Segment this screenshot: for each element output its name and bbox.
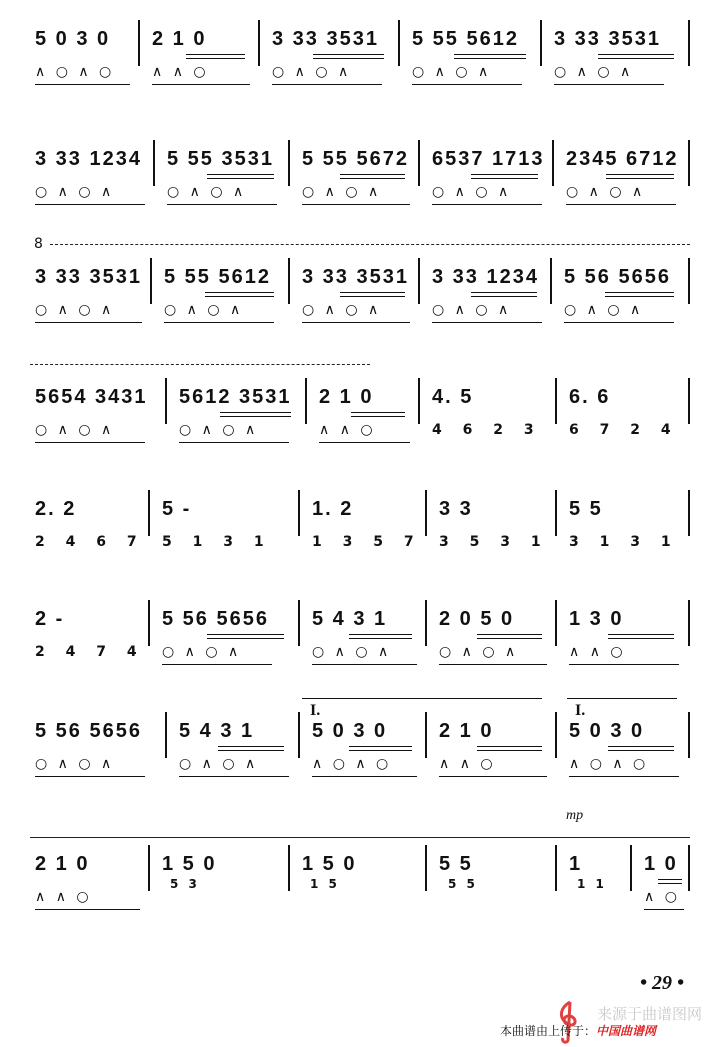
barline — [425, 490, 427, 536]
score-row — [0, 490, 720, 600]
technique-underline — [439, 776, 547, 777]
footer-note — [500, 1022, 656, 1039]
barline — [288, 258, 290, 304]
barline — [148, 845, 150, 891]
beam-underline — [454, 54, 526, 59]
technique-underline — [302, 322, 410, 323]
barline — [418, 378, 420, 424]
measure-notes: 1 5 0 — [162, 853, 217, 875]
barline — [552, 140, 554, 186]
technique-marks: 3 5 3 1 — [439, 534, 549, 550]
barline — [288, 845, 290, 891]
barline — [425, 712, 427, 758]
barline — [425, 845, 427, 891]
technique-marks: ∧ ∧ ○ — [439, 756, 496, 772]
barline — [298, 490, 300, 536]
beam-underline — [218, 746, 285, 751]
technique-marks: 2 4 7 4 — [35, 644, 145, 660]
technique-marks: ○ ∧ ○ ∧ — [35, 422, 115, 438]
technique-marks: ○ ∧ ○ ∧ — [432, 302, 512, 318]
measure-notes: 4. 5 — [432, 386, 474, 408]
measure-notes: 1 0 — [644, 853, 678, 875]
score-row — [0, 378, 720, 488]
barline — [298, 600, 300, 646]
beam-underline — [349, 746, 412, 751]
barline — [555, 712, 557, 758]
measure-notes: 2 - — [35, 608, 65, 630]
measure-notes: 5 4 3 1 — [179, 720, 255, 742]
measure-notes: 5 55 5612 — [164, 266, 271, 288]
technique-underline — [432, 204, 542, 205]
beam-underline — [608, 634, 675, 639]
score-row — [0, 236, 720, 368]
measure-notes: 2 1 0 — [319, 386, 374, 408]
technique-marks: ○ ∧ ○ ∧ — [35, 184, 115, 200]
technique-marks: 6 7 2 4 — [569, 422, 679, 438]
barline — [688, 600, 690, 646]
score-row — [0, 140, 720, 250]
measure-notes: 1 — [569, 853, 583, 875]
barline — [555, 378, 557, 424]
technique-marks: ∧ ∧ ○ — [35, 889, 92, 905]
barline — [688, 140, 690, 186]
technique-underline — [566, 204, 676, 205]
barline — [148, 490, 150, 536]
technique-marks: ∧ ∧ ○ — [569, 644, 626, 660]
measure-notes: 5 56 5656 — [564, 266, 671, 288]
barline — [555, 600, 557, 646]
beam-underline — [471, 174, 538, 179]
measure-notes: 2. 2 — [35, 498, 77, 520]
barline — [138, 20, 140, 66]
beam-underline — [477, 746, 542, 751]
beam-underline — [351, 412, 406, 417]
octave-dashed-line — [30, 364, 370, 365]
beam-underline — [205, 292, 275, 297]
technique-marks: ○ ∧ ○ ∧ — [412, 64, 492, 80]
technique-marks: ∧ ∧ ○ — [319, 422, 376, 438]
measure-notes: 2 0 5 0 — [439, 608, 515, 630]
technique-marks: ○ ∧ ○ ∧ — [162, 644, 242, 660]
barline — [305, 378, 307, 424]
measure-notes: 2345 6712 — [566, 148, 679, 170]
measure-notes: 5 55 3531 — [167, 148, 274, 170]
technique-marks: ○ ∧ ○ ∧ — [432, 184, 512, 200]
barline — [688, 20, 690, 66]
score-row — [0, 702, 720, 823]
technique-marks: ○ ∧ ○ ∧ — [312, 644, 392, 660]
beam-underline — [220, 412, 291, 417]
chord-stack: 1 1 — [577, 877, 607, 891]
technique-marks: ○ ∧ ○ ∧ — [554, 64, 634, 80]
technique-marks: ○ ∧ ○ ∧ — [35, 756, 115, 772]
measure-notes: 5 0 3 0 — [569, 720, 645, 742]
measure-notes: 5 0 3 0 — [312, 720, 388, 742]
technique-marks: 4 6 2 3 — [432, 422, 542, 438]
technique-marks: ∧ ∧ ○ — [152, 64, 209, 80]
beam-underline — [598, 54, 674, 59]
technique-underline — [554, 84, 664, 85]
barline — [418, 258, 420, 304]
barline — [150, 258, 152, 304]
technique-underline — [179, 442, 289, 443]
technique-marks: ∧ ○ — [644, 889, 680, 905]
technique-underline — [35, 84, 130, 85]
chord-stack: 5 3 — [170, 877, 200, 891]
technique-underline — [35, 909, 140, 910]
measure-notes: 5 55 5612 — [412, 28, 519, 50]
technique-underline — [35, 204, 145, 205]
technique-marks: ∧ ○ ∧ ○ — [312, 756, 392, 772]
beam-underline — [340, 174, 405, 179]
footer-note-prefix: 本曲谱由上传于： — [500, 1024, 597, 1038]
volta-ending: I. — [310, 702, 321, 719]
technique-underline — [412, 84, 522, 85]
measure-notes: 5612 3531 — [179, 386, 292, 408]
measure-notes: 5 5 — [439, 853, 473, 875]
beam-underline — [186, 54, 245, 59]
barline — [688, 712, 690, 758]
barline — [398, 20, 400, 66]
barline — [540, 20, 542, 66]
technique-marks: ○ ∧ ○ ∧ — [302, 302, 382, 318]
technique-underline — [164, 322, 274, 323]
measure-notes: 2 1 0 — [152, 28, 207, 50]
barline — [288, 140, 290, 186]
barline — [550, 258, 552, 304]
beam-underline — [605, 292, 675, 297]
technique-underline — [35, 776, 145, 777]
barline — [153, 140, 155, 186]
beam-underline — [313, 54, 384, 59]
barline — [688, 490, 690, 536]
technique-underline — [35, 322, 142, 323]
technique-marks: ○ ∧ ○ ∧ — [179, 756, 259, 772]
technique-marks: ○ ∧ ○ ∧ — [35, 302, 115, 318]
technique-marks: ∧ ○ ∧ ○ — [569, 756, 649, 772]
volta-ending: I. — [575, 702, 586, 719]
technique-underline — [272, 84, 382, 85]
measure-notes: 2 1 0 — [35, 853, 90, 875]
technique-marks: ○ ∧ ○ ∧ — [272, 64, 352, 80]
technique-underline — [569, 776, 679, 777]
volta-bracket — [567, 698, 677, 699]
chord-stack: 1 5 — [310, 877, 340, 891]
technique-underline — [167, 204, 277, 205]
measure-notes: 5 55 5672 — [302, 148, 409, 170]
score-row — [0, 20, 720, 130]
barline — [630, 845, 632, 891]
barline — [298, 712, 300, 758]
technique-marks: 2 4 6 7 — [35, 534, 145, 550]
technique-underline — [319, 442, 410, 443]
technique-marks: ○ ∧ ○ ∧ — [566, 184, 646, 200]
barline — [555, 845, 557, 891]
barline — [165, 378, 167, 424]
measure-notes: 5 0 3 0 — [35, 28, 111, 50]
technique-underline — [302, 204, 410, 205]
technique-marks: ○ ∧ ○ ∧ — [302, 184, 382, 200]
barline — [425, 600, 427, 646]
beam-underline — [349, 634, 412, 639]
technique-underline — [312, 664, 417, 665]
technique-underline — [152, 84, 250, 85]
technique-underline — [569, 664, 679, 665]
footer-brand: 中国曲谱网 — [596, 1024, 657, 1038]
barline — [148, 600, 150, 646]
technique-underline — [432, 322, 542, 323]
beam-underline — [477, 634, 542, 639]
beam-underline — [471, 292, 537, 297]
measure-notes: 5 - — [162, 498, 192, 520]
beam-underline — [207, 634, 284, 639]
measure-notes: 5654 3431 — [35, 386, 148, 408]
dynamic-mark: mp — [566, 808, 584, 823]
technique-marks: ○ ∧ ○ ∧ — [564, 302, 644, 318]
barline — [688, 845, 690, 891]
measure-notes: 2 1 0 — [439, 720, 494, 742]
measure-notes: 3 3 — [439, 498, 473, 520]
technique-marks: ○ ∧ ○ ∧ — [167, 184, 247, 200]
chord-stack: 5 5 — [448, 877, 478, 891]
beam-underline — [340, 292, 405, 297]
octave-mark: 8 — [34, 236, 46, 252]
beam-underline — [658, 879, 682, 884]
beam-underline — [606, 174, 674, 179]
technique-underline — [35, 442, 145, 443]
barline — [688, 258, 690, 304]
measure-notes: 1 5 0 — [302, 853, 357, 875]
measure-notes: 1. 2 — [312, 498, 354, 520]
barline — [555, 490, 557, 536]
barline — [258, 20, 260, 66]
technique-marks: 5 1 3 1 — [162, 534, 272, 550]
measure-notes: 6. 6 — [569, 386, 611, 408]
technique-marks: ○ ∧ ○ ∧ — [164, 302, 244, 318]
octave-dashed-line — [30, 837, 690, 838]
barline — [418, 140, 420, 186]
measure-notes: 5 56 5656 — [162, 608, 269, 630]
measure-notes: 3 33 3531 — [272, 28, 379, 50]
measure-notes: 5 5 — [569, 498, 603, 520]
measure-notes: 3 33 3531 — [554, 28, 661, 50]
beam-underline — [207, 174, 275, 179]
page-number: • 29 • — [639, 972, 684, 994]
technique-underline — [312, 776, 417, 777]
score-row — [0, 600, 720, 710]
technique-underline — [179, 776, 289, 777]
measure-notes: 3 33 1234 — [35, 148, 142, 170]
measure-notes: 5 56 5656 — [35, 720, 142, 742]
technique-underline — [162, 664, 272, 665]
volta-bracket — [302, 698, 542, 699]
technique-marks: 1 3 5 7 — [312, 534, 422, 550]
technique-marks: ○ ∧ ○ ∧ — [439, 644, 519, 660]
beam-underline — [608, 746, 675, 751]
technique-marks: ○ ∧ ○ ∧ — [179, 422, 259, 438]
technique-marks: 3 1 3 1 — [569, 534, 679, 550]
measure-notes: 1 3 0 — [569, 608, 624, 630]
barline — [688, 378, 690, 424]
technique-underline — [439, 664, 547, 665]
footer-source: 来源于曲谱图网 — [596, 1006, 702, 1023]
measure-notes: 3 33 1234 — [432, 266, 539, 288]
technique-marks: ∧ ○ ∧ ○ — [35, 64, 115, 80]
measure-notes: 5 4 3 1 — [312, 608, 388, 630]
technique-underline — [564, 322, 674, 323]
measure-notes: 3 33 3531 — [35, 266, 142, 288]
barline — [165, 712, 167, 758]
measure-notes: 3 33 3531 — [302, 266, 409, 288]
score-row — [0, 845, 720, 955]
octave-dashed-line — [50, 244, 690, 245]
measure-notes: 6537 1713 — [432, 148, 545, 170]
technique-underline — [644, 909, 684, 910]
